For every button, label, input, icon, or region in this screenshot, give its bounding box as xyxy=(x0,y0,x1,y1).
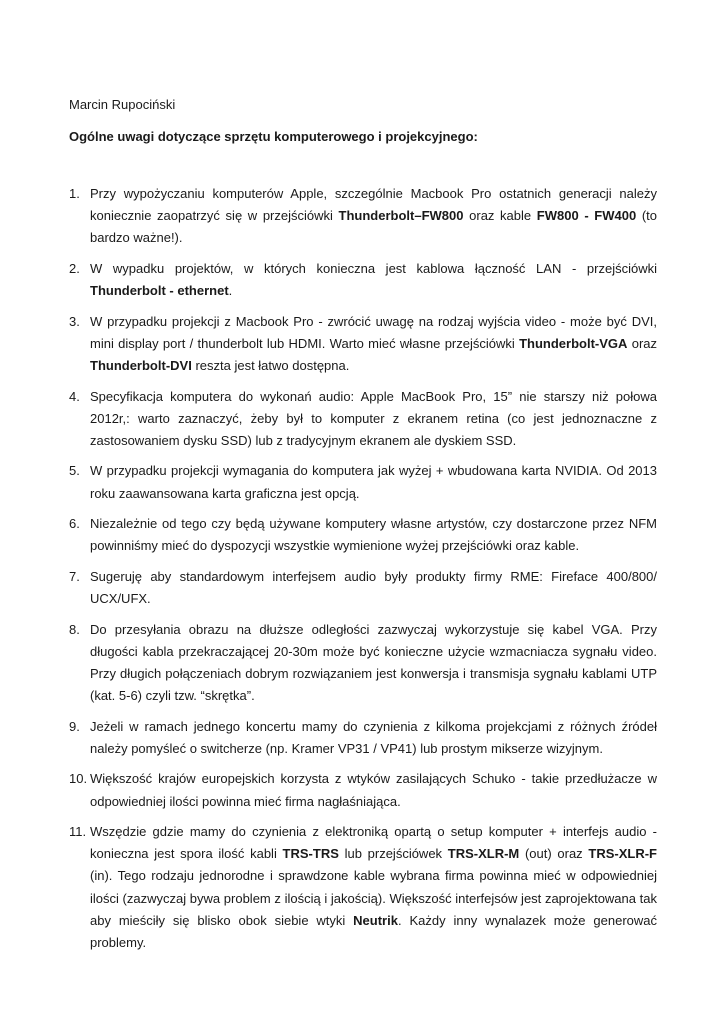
list-item-number: 2. xyxy=(69,260,80,276)
list-item-text xyxy=(90,768,657,812)
list-item xyxy=(69,716,657,760)
list-item xyxy=(69,619,657,708)
text-run: W wypadku projektów, w których konieczna jest kablowa łączność LAN - przejściówki xyxy=(90,260,657,276)
list-item xyxy=(69,566,657,610)
text-run: Jeżeli w ramach jednego koncertu mamy do czynienia z kilkoma projekcjami z różnych źródeł należy pomyśleć o switcherze (np. Kramer VP31 / VP41) lub prostym mikserze wizyjnym. xyxy=(90,718,657,756)
list-item-number: 8. xyxy=(69,621,80,637)
list-item xyxy=(69,258,657,302)
list-item xyxy=(69,513,657,557)
list-item xyxy=(69,386,657,453)
text-run: Do przesyłania obrazu na dłuższe odległości zazwyczaj wykorzystuje się kabel VGA. Przy długości kabla przekraczającej 20-30m może być konieczne użycie wzmacniacza sygnału video. Przy długich połączeniach dobrym rozwiązaniem jest konwersja i transmisja sygnału kablami UTP (kat. 5-6) czyli tzw. “skrętka”. xyxy=(90,621,657,704)
text-run: Niezależnie od tego czy będą używane komputery własne artystów, czy dostarczone przez NFM powinniśmy mieć do dyspozycji wszystkie wymienione wyżej przejściówki oraz kable. xyxy=(90,516,657,554)
list-item-number: 7. xyxy=(69,568,80,584)
text-run: W przypadku projekcji wymagania do komputera jak wyżej + wbudowana karta NVIDIA. Od 2013 roku zaawansowana karta graficzna jest opcją. xyxy=(90,463,657,501)
text-run: reszta jest łatwo dostępna. xyxy=(191,358,350,374)
list-item-number: 5. xyxy=(69,463,80,479)
text-run: Sugeruję aby standardowym interfejsem audio były produkty firmy RME: Fireface 400/800/ UCX/UFX. xyxy=(90,568,657,607)
list-item-text xyxy=(90,183,657,250)
list-item-number: 9. xyxy=(69,718,80,734)
list-item-number: 11. xyxy=(69,824,87,840)
text-run: (in). Tego rodzaju jednorodne i sprawdzone kable wybrana firma powinna mieć w odpowiedniej ilości (zazwyczaj bywa problem z ilością i jakością). Większość interfejsów jest zaprojektowana tak aby mieściły się blisko obok siebie wtyki xyxy=(90,868,657,928)
bold-term: TRS-XLR-M xyxy=(447,846,520,862)
list-item-text xyxy=(90,619,657,708)
list-item-text xyxy=(90,513,657,557)
text-run: Specyfikacja komputera do wykonań audio: Apple MacBook Pro, 15” nie starszy niż połowa 2012r,: warto zaznaczyć, żeby był to komputer z ekranem retina (co jest jednoznaczne z zastosowaniem dysku SSD) lub z tradycyjnym ekranem ale dyskiem SSD. xyxy=(90,388,657,448)
text-run: W przypadku projekcji z Macbook Pro - zwrócić uwagę na rodzaj wyjścia video - może być DVI, mini display port / thunderbolt lub HDMI. Warto mieć własne przejściówki xyxy=(90,313,657,351)
text-run: . xyxy=(228,283,233,299)
remarks-list xyxy=(69,183,657,954)
list-item xyxy=(69,768,657,812)
text-run: oraz kable xyxy=(463,208,537,224)
list-item-number: 4. xyxy=(69,388,80,404)
text-run: (to bardzo ważne!). xyxy=(90,208,657,246)
text-run: lub przejściówek xyxy=(338,846,448,862)
list-item-text xyxy=(90,258,657,302)
list-item xyxy=(69,821,657,954)
bold-term: Neutrik xyxy=(353,912,398,928)
document-page xyxy=(69,96,657,963)
bold-term: TRS-TRS xyxy=(282,846,339,862)
author-name: Marcin Rupociński xyxy=(69,97,176,112)
bold-term: Thunderbolt-DVI xyxy=(90,358,192,374)
list-item-text xyxy=(90,566,657,610)
bold-term: FW800 - FW400 xyxy=(536,208,637,224)
list-item xyxy=(69,311,657,378)
bold-term: Thunderbolt-VGA xyxy=(519,335,628,351)
list-item-text xyxy=(90,460,657,504)
list-item-number: 6. xyxy=(69,516,80,532)
list-item-text xyxy=(90,821,657,954)
text-run: . Każdy inny wynalazek może generować problemy. xyxy=(90,912,657,951)
list-item-text xyxy=(90,716,657,760)
list-item-number: 3. xyxy=(69,313,80,329)
bold-term: TRS-XLR-F xyxy=(588,846,657,862)
text-run: Większość krajów europejskich korzysta z wtyków zasilających Schuko - takie przedłużacze w odpowiedniej ilości powinna mieć firma nagłaśniająca. xyxy=(90,771,657,809)
text-run: (out) oraz xyxy=(519,846,589,862)
list-item xyxy=(69,460,657,504)
text-run: Przy wypożyczaniu komputerów Apple, szczególnie Macbook Pro ostatnich generacji należy koniecznie zaopatrzyć się w przejściówki xyxy=(90,186,657,224)
list-item-number: 1. xyxy=(69,186,80,201)
text-run: Wszędzie gdzie mamy do czynienia z elektroniką opartą o setup komputer + interfejs audio - konieczna jest spora ilość kabli xyxy=(90,824,657,862)
bold-term: Thunderbolt - ethernet xyxy=(90,283,229,299)
list-item-text xyxy=(90,311,657,378)
list-item-text xyxy=(90,386,657,453)
document-title: Ogólne uwagi dotyczące sprzętu komputerowego i projekcyjnego: xyxy=(69,129,478,144)
list-item-number: 10. xyxy=(69,771,88,787)
list-item xyxy=(69,183,657,250)
bold-term: Thunderbolt–FW800 xyxy=(338,208,464,224)
text-run: oraz xyxy=(627,335,657,351)
